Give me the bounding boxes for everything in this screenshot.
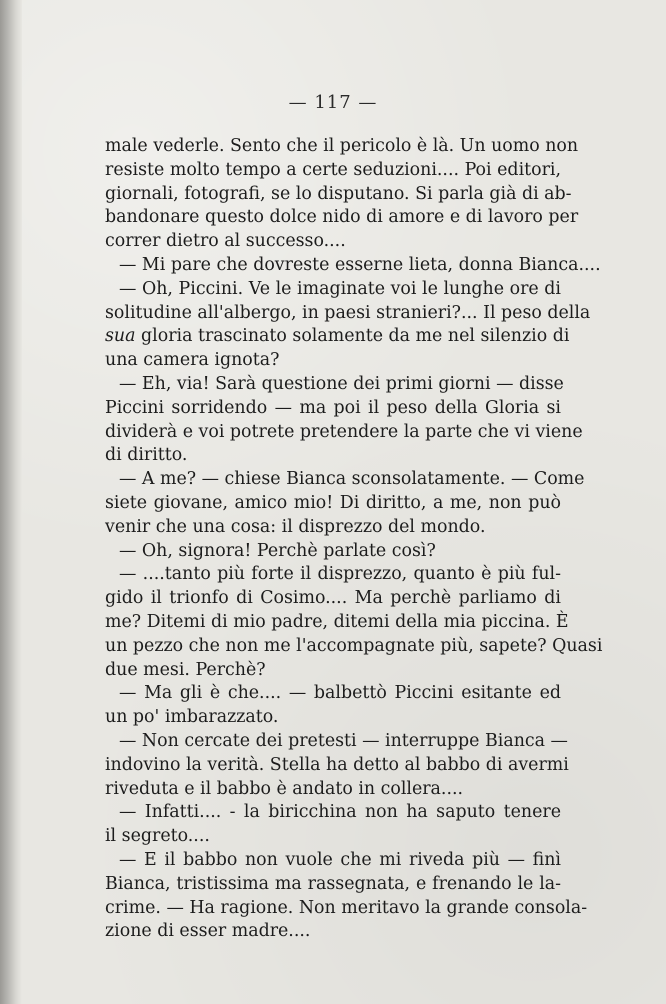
page-gutter-shadow [0,0,22,1004]
text-line: un po' imbarazzato. [105,707,279,728]
text-line: dividerà e voi potrete pretendere la parte che vi viene [105,421,583,442]
text-line: zione di esser madre.... [105,921,311,942]
text-line: — Infatti.... - la biricchina non ha saputo tenere [119,802,561,823]
text-line: correr dietro al successo.... [105,231,346,252]
text-line: — Oh, signora! Perchè parlate così? [119,540,436,561]
text-line: — Non cercate dei pretesti — interruppe Bianca — [119,730,568,751]
text-line: giornali, fotografi, se lo disputano. Si parla già di ab- [105,183,572,204]
text-line: indovino la verità. Stella ha detto al babbo di avermi [105,754,569,775]
text-line: bandonare questo dolce nido di amore e di lavoro per [105,207,579,228]
body-text [105,135,603,944]
text-line: un pezzo che non me l'accompagnate più, sapete? Quasi [105,635,603,656]
text-line: riveduta e il babbo è andato in collera.... [105,778,464,799]
text-line: venir che una cosa: il disprezzo del mondo. [105,516,486,537]
text-line: di diritto. [105,445,188,466]
text-line: solitudine all'albergo, in paesi stranieri?... Il peso della [105,302,591,323]
text-line: — Ma gli è che.... — balbettò Piccini esitante ed [119,683,561,704]
text-line: male vederle. Sento che il pericolo è là. Un uomo non [105,136,579,156]
text-line: crime. — Ha ragione. Non meritavo la grande consola- [105,897,588,918]
text-line: — E il babbo non vuole che mi riveda più — finì [119,849,561,870]
text-line: — Eh, via! Sarà questione dei primi giorni — disse [119,373,564,394]
text-line: gido il trionfo di Cosimo.... Ma perchè parliamo di [105,588,561,609]
text-line: siete giovane, amico mio! Di diritto, a me, non può [105,492,561,513]
text-line: due mesi. Perchè? [105,659,266,680]
text-line: Piccini sorridendo — ma poi il peso della Gloria si [105,397,561,418]
text-line: resiste molto tempo a certe seduzioni.... Poi editori, [105,159,561,180]
text-line: — Oh, Piccini. Ve le imaginate voi le lunghe ore di [119,278,561,299]
text-line: — ....tanto più forte il disprezzo, quanto è più ful- [119,564,561,585]
text-line: — A me? — chiese Bianca sconsolatamente. — Come [119,469,585,490]
text-line: Bianca, tristissima ma rassegnata, e frenando le la- [105,873,561,894]
text-line: me? Ditemi di mio padre, ditemi della mia piccina. È [105,611,569,632]
text-line: — Mi pare che dovreste esserne lieta, donna Bianca.... [119,254,601,275]
text-line: sua gloria trascinato solamente da me nel silenzio di [105,326,570,347]
page-number: — 117 — [288,92,378,113]
text-line: il segreto.... [105,826,210,847]
text-line: una camera ignota? [105,350,280,371]
